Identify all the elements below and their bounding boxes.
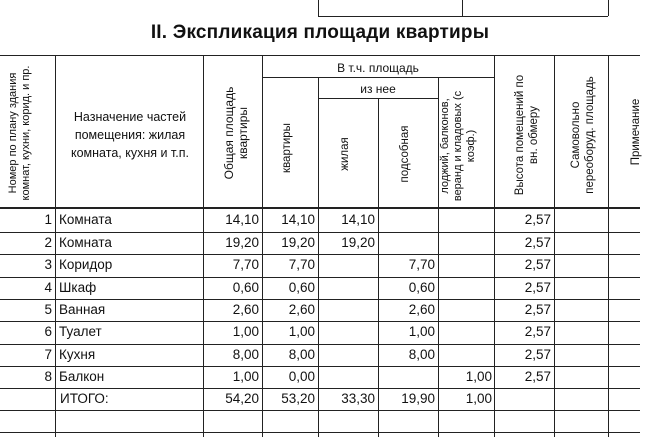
cell-name: Коридор — [59, 257, 113, 272]
cell-living — [320, 367, 375, 387]
cell-loggia — [440, 278, 492, 298]
cell-height: 2,57 — [524, 235, 551, 250]
cell-aux: 8,00 — [408, 347, 435, 362]
cell-loggia — [440, 210, 492, 230]
cell-height: 2,57 — [524, 257, 551, 272]
header-total-area: Общая площадь квартиры — [222, 86, 250, 180]
cell-aux: 1,00 — [408, 324, 435, 339]
cell-apt: 7,70 — [288, 257, 315, 272]
total-apt: 53,20 — [281, 391, 315, 406]
cell-no: 4 — [44, 280, 52, 295]
cell-living: 14,10 — [341, 212, 375, 227]
header-of-which: из нее — [360, 82, 396, 96]
cell-no: 6 — [44, 324, 52, 339]
cell-loggia: 1,00 — [465, 369, 492, 384]
cell-aux — [380, 367, 435, 387]
cell-no: 2 — [44, 235, 52, 250]
cell-living — [320, 322, 375, 342]
cell-total: 14,10 — [225, 212, 259, 227]
cell-no: 8 — [44, 369, 52, 384]
cell-name: Кухня — [59, 347, 96, 362]
cell-apt: 8,00 — [288, 347, 315, 362]
cell-apt: 0,00 — [288, 369, 315, 384]
cell-no: 3 — [44, 257, 52, 272]
cell-living: 19,20 — [341, 235, 375, 250]
cell-loggia — [440, 300, 492, 320]
cell-no: 5 — [44, 302, 52, 317]
cell-aux: 7,70 — [408, 257, 435, 272]
cell-aux — [380, 210, 435, 230]
cell-aux: 0,60 — [408, 280, 435, 295]
page-title: II. Экспликация площади квартиры — [150, 22, 490, 43]
cell-apt: 1,00 — [288, 324, 315, 339]
cell-height: 2,57 — [524, 324, 551, 339]
cell-name: Балкон — [59, 369, 105, 384]
cell-name: Комната — [59, 235, 112, 250]
cell-height: 2,57 — [524, 347, 551, 362]
cell-aux: 2,60 — [408, 302, 435, 317]
cell-total: 2,60 — [232, 302, 259, 317]
cell-total: 0,60 — [232, 280, 259, 295]
cell-apt: 2,60 — [288, 302, 315, 317]
cell-total: 19,20 — [225, 235, 259, 250]
cell-name: Туалет — [59, 324, 102, 339]
cell-name: Шкаф — [59, 280, 97, 295]
header-note: Примечание — [630, 98, 642, 166]
header-purpose: Назначение частей помещения: жилая комната, кухня и т.п. — [71, 110, 189, 160]
cell-no: 1 — [44, 212, 52, 227]
cell-apt: 14,10 — [281, 212, 315, 227]
total-total: 54,20 — [225, 391, 259, 406]
cell-loggia — [440, 233, 492, 253]
cell-loggia — [440, 255, 492, 275]
header-living: жилая — [339, 137, 351, 171]
total-aux: 19,90 — [401, 391, 435, 406]
cell-height: 2,57 — [524, 369, 551, 384]
cell-living — [320, 255, 375, 275]
header-loggias: лоджий, балконов, веранд и кладовых (с коэф.) — [439, 90, 477, 202]
cell-aux — [380, 233, 435, 253]
cell-total: 8,00 — [232, 347, 259, 362]
header-incl-area: В т.ч. площадь — [337, 61, 419, 75]
cell-no: 7 — [44, 347, 52, 362]
cell-loggia — [440, 322, 492, 342]
cell-living — [320, 278, 375, 298]
cell-height: 2,57 — [524, 280, 551, 295]
cell-apt: 0,60 — [288, 280, 315, 295]
header-auxiliary: подсобная — [399, 125, 411, 183]
cell-total: 1,00 — [232, 324, 259, 339]
cell-loggia — [440, 345, 492, 365]
cell-height: 2,57 — [524, 212, 551, 227]
cell-living — [320, 345, 375, 365]
header-self-rebuilt: Самовольно переоборуд. площадь — [570, 76, 596, 194]
total-label: ИТОГО: — [60, 391, 109, 406]
cell-height: 2,57 — [524, 302, 551, 317]
header-apartment: квартиры — [281, 123, 293, 173]
cell-living — [320, 300, 375, 320]
total-loggia: 1,00 — [465, 391, 492, 406]
header-height: Высота помещений по вн. обмеру — [514, 74, 540, 196]
cell-total: 1,00 — [232, 369, 259, 384]
cell-name: Комната — [59, 212, 112, 227]
header-room-no: Номер по плану здания комнат, кухни, корид. и пр. — [7, 65, 32, 201]
cell-name: Ванная — [59, 302, 106, 317]
total-living: 33,30 — [341, 391, 375, 406]
cell-total: 7,70 — [232, 257, 259, 272]
cell-apt: 19,20 — [281, 235, 315, 250]
